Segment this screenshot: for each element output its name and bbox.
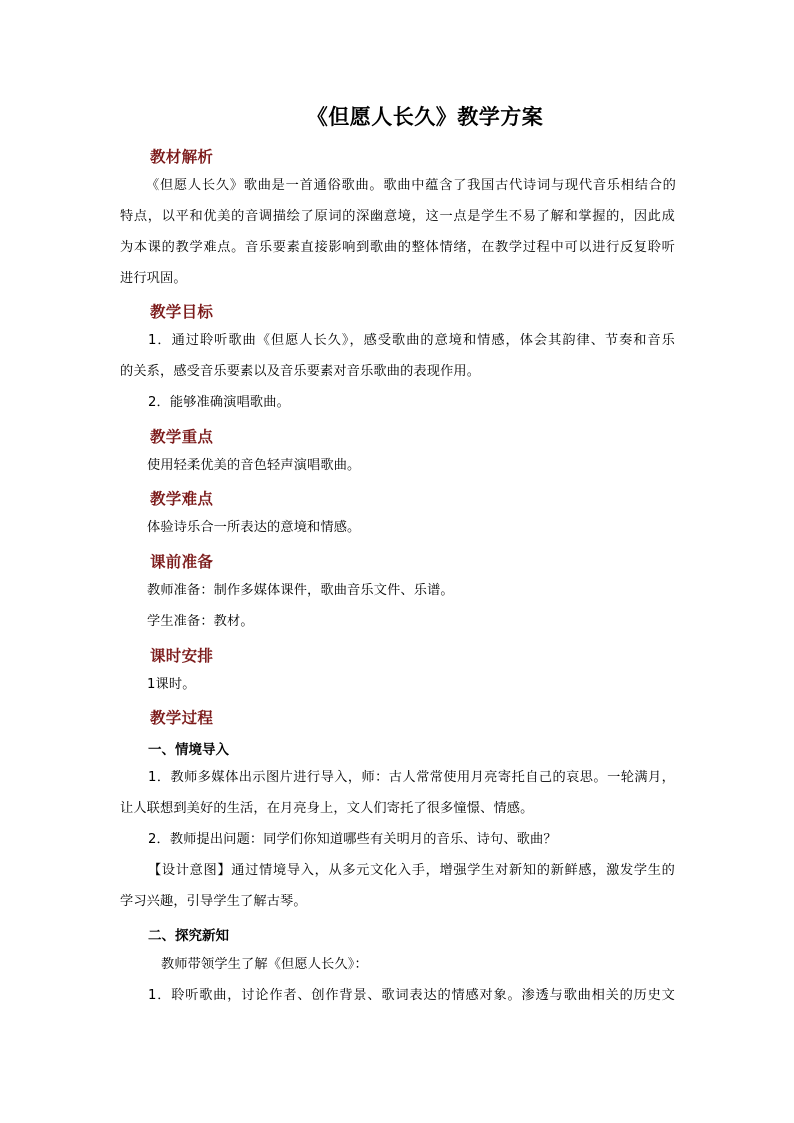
heading-preparation: 课前准备 <box>150 552 214 571</box>
process-part1-line-5: 学习兴趣，引导学生了解古琴。 <box>120 894 307 909</box>
difficulties-line-1: 体验诗乐合一所表达的意境和情感。 <box>147 520 361 535</box>
process-part2-line-1: 教师带领学生了解《但愿人长久》： <box>161 957 368 972</box>
analysis-line-3: 为本课的教学难点。音乐要素直接影响到歌曲的整体情绪，在教学过程中可以进行反复聆听 <box>120 240 675 255</box>
process-part1-line-2: 让人联想到美好的生活，在月亮身上，文人们寄托了很多憧憬、情感。 <box>120 801 534 816</box>
goals-line-1: 1．通过聆听歌曲《但愿人长久》，感受歌曲的意境和情感，体会其韵律、节奏和音乐 <box>148 333 675 348</box>
analysis-line-4: 进行巩固。 <box>120 271 187 286</box>
key-points-line-1: 使用轻柔优美的音色轻声演唱歌曲。 <box>147 458 361 473</box>
goals-line-2: 的关系，感受音乐要素以及音乐要素对音乐歌曲的表现作用。 <box>120 364 481 379</box>
preparation-line-1: 教师准备：制作多媒体课件，歌曲音乐文件、乐谱。 <box>147 583 454 598</box>
process-part2-line-2: 1．聆听歌曲，讨论作者、创作背景、歌词表达的情感对象。渗透与歌曲相关的历史文 <box>148 988 675 1003</box>
subheading-explore-new: 二、探究新知 <box>148 928 229 944</box>
process-part1-line-1: 1．教师多媒体出示图片进行导入，师：古人常常使用月亮寄托自己的哀思。一轮满月， <box>148 770 675 785</box>
process-part1-line-4: 【设计意图】通过情境导入，从多元文化入手，增强学生对新知的新鲜感，激发学生的 <box>148 863 675 878</box>
heading-schedule: 课时安排 <box>150 646 214 665</box>
heading-goals: 教学目标 <box>150 302 214 321</box>
process-part1-line-3: 2．教师提出问题：同学们你知道哪些有关明月的音乐、诗句、歌曲？ <box>148 832 557 847</box>
analysis-line-2: 特点，以平和优美的音调描绘了原词的深幽意境，这一点是学生不易了解和掌握的，因此成 <box>120 209 675 224</box>
heading-analysis: 教材解析 <box>150 147 214 166</box>
heading-key-points: 教学重点 <box>150 427 214 446</box>
heading-difficulties: 教学难点 <box>150 489 214 508</box>
schedule-line-1: 1课时。 <box>147 677 196 692</box>
subheading-situation-intro: 一、情境导入 <box>148 742 229 758</box>
analysis-line-1: 《但愿人长久》歌曲是一首通俗歌曲。歌曲中蕴含了我国古代诗词与现代音乐相结合的 <box>146 178 676 193</box>
document-title: 《但愿人长久》教学方案 <box>306 104 544 129</box>
heading-process: 教学过程 <box>150 708 214 727</box>
goals-line-3: 2．能够准确演唱歌曲。 <box>148 395 290 410</box>
preparation-line-2: 学生准备：教材。 <box>147 614 254 629</box>
